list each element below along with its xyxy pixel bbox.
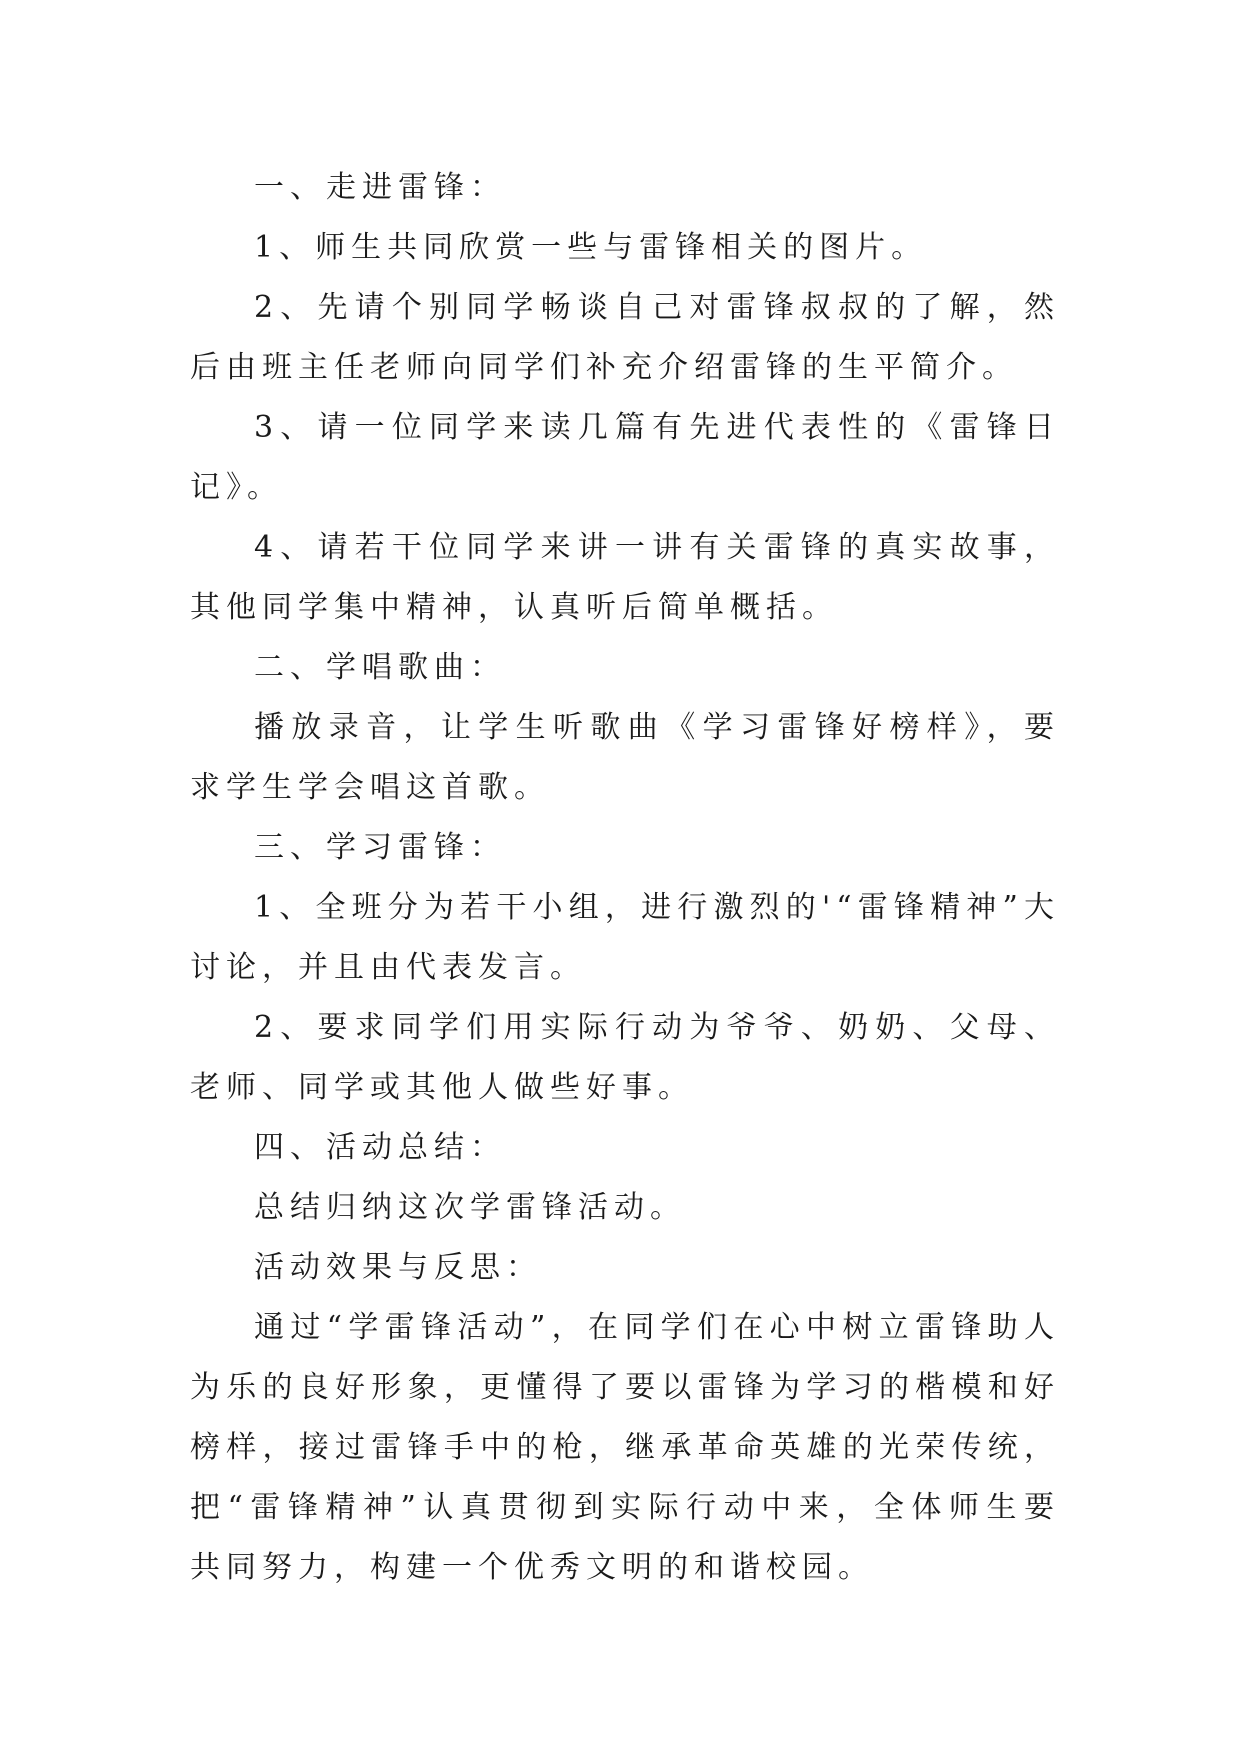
section-heading-4: 四、活动总结： [254, 1130, 506, 1165]
paragraph-2: 2、先请个别同学畅谈自己对雷锋叔叔的了解，然后由班主任老师向同学们补充介绍雷锋的生平简介。 [190, 290, 1060, 385]
paragraph-7: 2、要求同学们用实际行动为爷爷、奶奶、父母、老师、同学或其他人做些好事。 [190, 1010, 1060, 1105]
section-heading-3: 三、学习雷锋： [254, 830, 506, 865]
paragraph-8: 总结归纳这次学雷锋活动。 [254, 1190, 686, 1225]
document-body [190, 158, 1060, 1598]
section-heading-1: 一、走进雷锋： [254, 170, 506, 205]
paragraph-6: 1、全班分为若干小组，进行激烈的'“雷锋精神”大讨论，并且由代表发言。 [190, 890, 1060, 985]
section-heading-5: 活动效果与反思： [254, 1250, 542, 1285]
paragraph-1: 1、师生共同欣赏一些与雷锋相关的图片。 [254, 230, 928, 265]
section-heading-2: 二、学唱歌曲： [254, 650, 506, 685]
paragraph-5: 播放录音，让学生听歌曲《学习雷锋好榜样》，要求学生学会唱这首歌。 [190, 710, 1060, 805]
paragraph-4: 4、请若干位同学来讲一讲有关雷锋的真实故事，其他同学集中精神，认真听后简单概括。 [190, 530, 1060, 625]
paragraph-9: 通过“学雷锋活动”，在同学们在心中树立雷锋助人为乐的良好形象，更懂得了要以雷锋为学习的楷模和好榜样，接过雷锋手中的枪，继承革命英雄的光荣传统，把“雷锋精神”认真贯彻到实际行动中来，全体师生要共同努力，构建一个优秀文明的和谐校园。 [190, 1310, 1060, 1585]
paragraph-3: 3、请一位同学来读几篇有先进代表性的《雷锋日记》。 [190, 410, 1060, 505]
